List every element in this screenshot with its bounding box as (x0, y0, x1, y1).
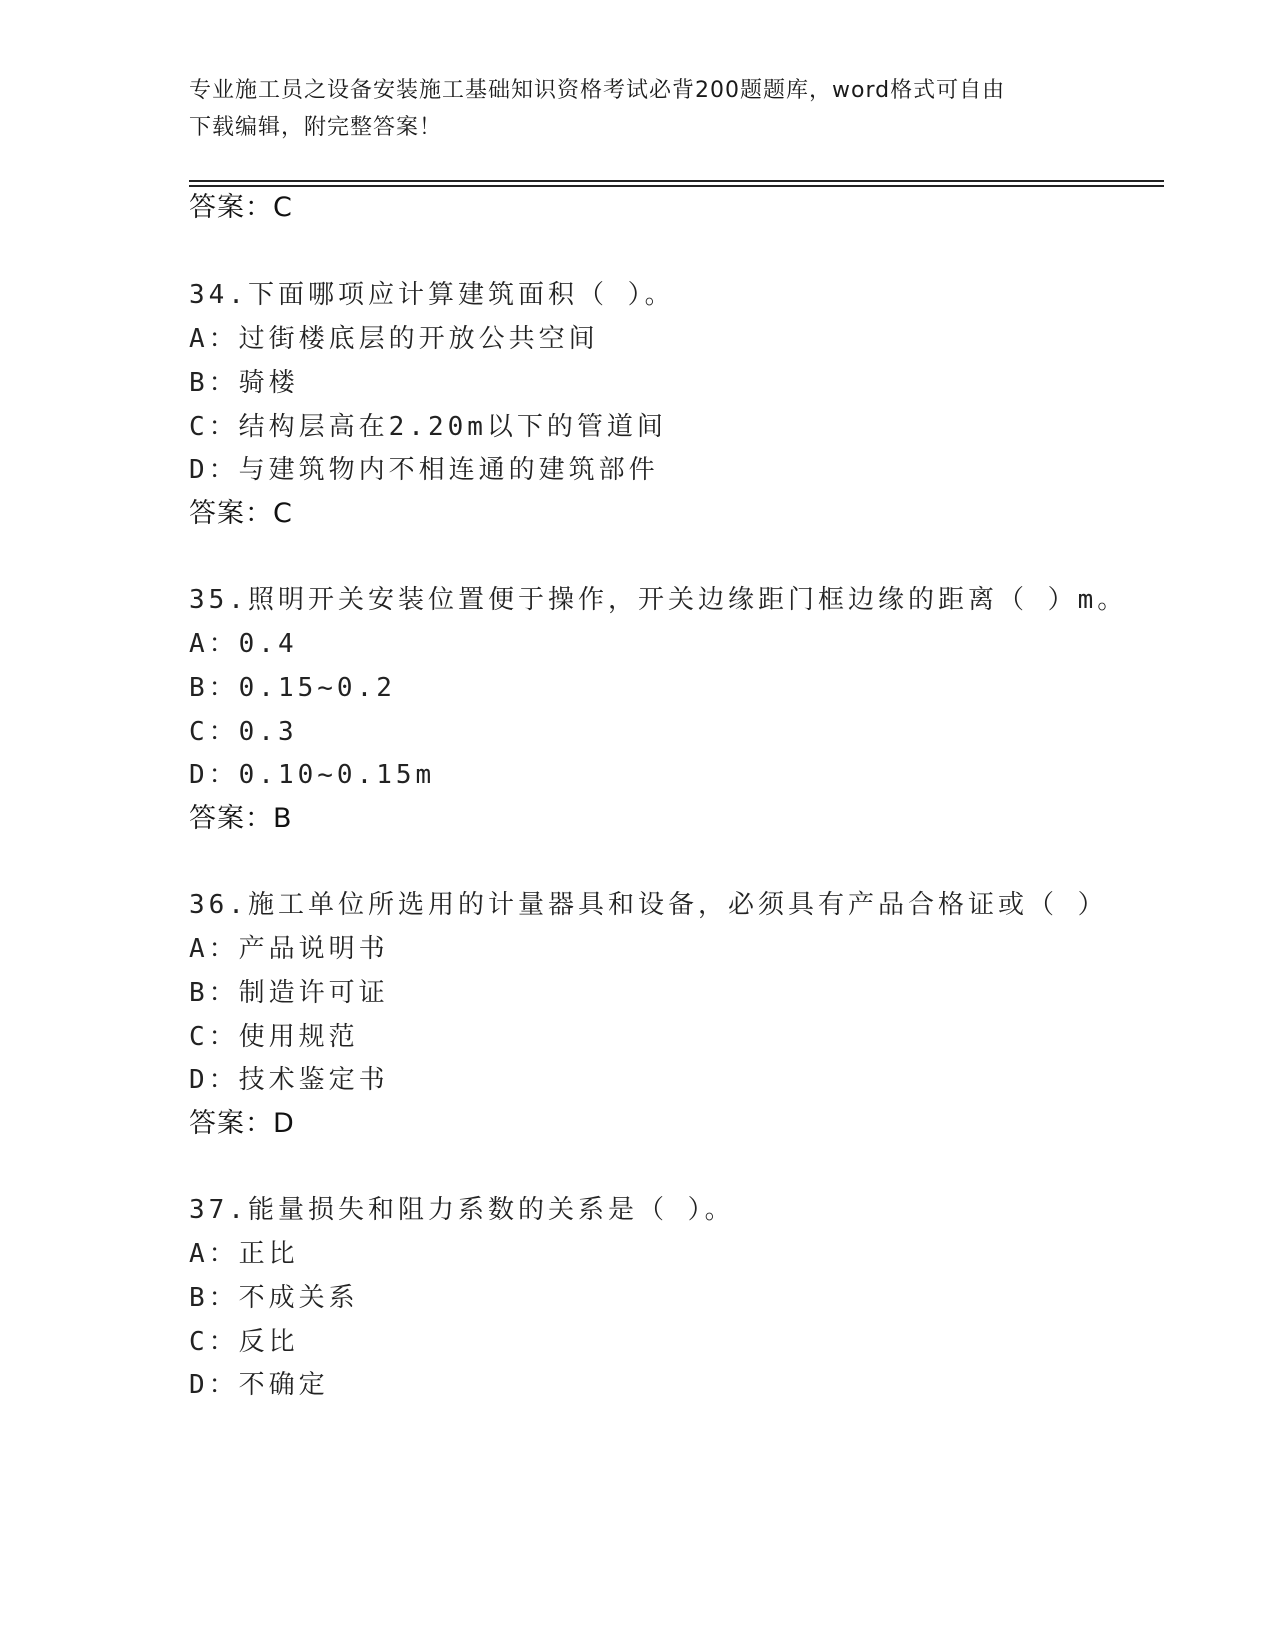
question-37-option-b: B：不成关系 (189, 1283, 359, 1313)
question-34-option-c: C：结构层高在2.20m以下的管道间 (189, 412, 667, 442)
question-35-option-c: C：0.3 (189, 717, 298, 747)
question-36-option-a: A：产品说明书 (189, 934, 389, 964)
question-36-answer: 答案：D (189, 1108, 295, 1139)
question-34-option-a: A：过街楼底层的开放公共空间 (189, 324, 599, 354)
question-35-answer: 答案：B (189, 803, 293, 834)
question-36-option-c: C：使用规范 (189, 1022, 359, 1052)
question-35-option-a: A：0.4 (189, 629, 298, 659)
question-34-answer: 答案：C (189, 498, 293, 529)
previous-answer: 答案：C (189, 192, 293, 223)
question-37-option-a: A：正比 (189, 1239, 299, 1269)
header-line-2: 下载编辑，附完整答案！ (189, 115, 443, 140)
question-36-option-d: D：技术鉴定书 (189, 1065, 389, 1095)
header-divider-bottom (189, 185, 1164, 187)
question-34-stem: 34.下面哪项应计算建筑面积（ ）。 (189, 280, 675, 310)
header-divider-top (189, 180, 1164, 182)
question-35-stem: 35.照明开关安装位置便于操作，开关边缘距门框边缘的距离（ ）m。 (189, 585, 1128, 615)
question-34-option-d: D：与建筑物内不相连通的建筑部件 (189, 455, 659, 485)
question-37-option-c: C：反比 (189, 1327, 299, 1357)
question-35-option-b: B：0.15~0.2 (189, 673, 396, 703)
header-line-1: 专业施工员之设备安装施工基础知识资格考试必背200题题库，word格式可自由 (189, 78, 1006, 103)
question-34-option-b: B：骑楼 (189, 368, 299, 398)
document-header (189, 72, 1089, 146)
question-36-option-b: B：制造许可证 (189, 978, 389, 1008)
question-37-option-d: D：不确定 (189, 1370, 329, 1400)
question-35-option-d: D：0.10~0.15m (189, 760, 436, 790)
question-37-stem: 37.能量损失和阻力系数的关系是（ ）。 (189, 1195, 735, 1225)
question-36-stem: 36.施工单位所选用的计量器具和设备，必须具有产品合格证或（ ） (189, 890, 1108, 920)
